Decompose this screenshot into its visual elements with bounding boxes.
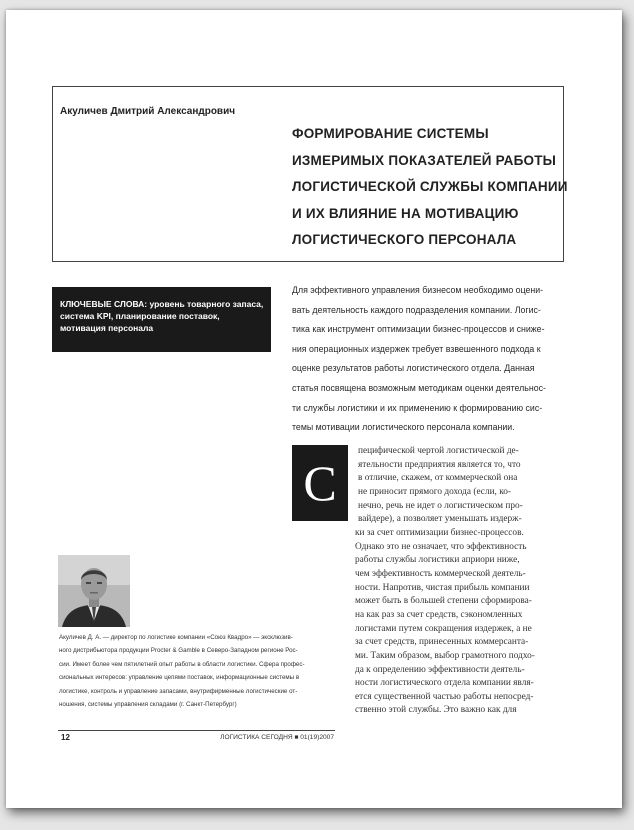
abstract-line: темы мотивации логистического персонала компании.	[292, 422, 515, 433]
abstract-line: ти службы логистики и их применению к формированию сис-	[292, 402, 543, 413]
body-line: работы службы логистики априори ниже,	[355, 555, 520, 566]
body-line: ственно этой службы. Это важно как для	[355, 705, 517, 716]
bio-line: ного дистрибьютора продукции Procter & Gamble в Северо-Западном регионе Рос-	[59, 647, 298, 655]
drop-cap: С	[292, 445, 348, 521]
title-line: ФОРМИРОВАНИЕ СИСТЕМЫ	[292, 126, 489, 141]
body-line: чем эффективность коммерческой деятель-	[355, 568, 526, 579]
body-line: не приносит прямого дохода (если, ко-	[358, 486, 511, 497]
body-line: ми. Таким образом, выбор грамотного подхо-	[355, 650, 535, 661]
keywords-box	[52, 287, 271, 352]
body-line: пецифической чертой логистической де-	[358, 446, 519, 456]
keywords-line: система KPI, планирование поставок,	[60, 311, 220, 321]
bio-line: сиональных интересов: управление цепями поставок, информационные системы в	[59, 674, 300, 682]
body-line: ности. Напротив, чистая прибыль компании	[355, 582, 530, 593]
bio-line: логистике, контроль и управление запасами, внутрифирменные логистические от-	[59, 687, 298, 695]
body-line: ятельности предприятия является то, что	[358, 459, 521, 470]
abstract-line: Для эффективного управления бизнесом необходимо оцени-	[292, 285, 544, 295]
title-line: ИЗМЕРИМЫХ ПОКАЗАТЕЛЕЙ РАБОТЫ	[292, 152, 557, 168]
body-line: Однако это не означает, что эффективность	[355, 541, 527, 552]
abstract-line: ния операционных издержек требует взвешенного подхода к	[292, 343, 541, 354]
body-line: за счет средств, принесенных коммерсанта-	[355, 637, 529, 648]
author-name: Акуличев Дмитрий Александрович	[60, 106, 236, 117]
body-line: ется существенной частью работы непосред-	[355, 691, 534, 702]
body-line: нечно, речь не идет о логистическом про-	[358, 500, 523, 511]
body-line: да к определению эффективности деятель-	[355, 664, 525, 675]
abstract-line: оценке результатов работы логистического отдела. Данная	[292, 363, 535, 374]
article-abstract	[292, 281, 568, 438]
abstract-line: вать деятельность каждого подразделения компании. Логис-	[292, 304, 541, 315]
body-line: на как раз за счет средств, сэкономленных	[355, 609, 523, 620]
body-line: ности логистического отдела компании явля-	[355, 678, 534, 689]
keywords-line: КЛЮЧЕВЫЕ СЛОВА: уровень товарного запаса,	[60, 299, 264, 309]
article-title	[292, 121, 568, 254]
article-body	[355, 445, 568, 718]
bio-line: сии. Имеет более чем пятилетний опыт работы в области логистики. Сфера профес-	[59, 660, 305, 668]
body-line: ки за счет оптимизации бизнес-процессов.	[355, 527, 524, 538]
abstract-line: тика как инструмент оптимизации бизнес-процессов и сниже-	[292, 324, 545, 335]
author-portrait-image	[58, 555, 130, 627]
page-number: 12	[61, 733, 70, 742]
title-line: ЛОГИСТИЧЕСКОГО ПЕРСОНАЛА	[292, 232, 517, 247]
abstract-line: статья посвящена возможным методикам оценки деятельнос-	[292, 382, 546, 393]
footer-rule	[58, 730, 335, 731]
body-line: может быть в большей степени сформирова-	[355, 596, 532, 607]
body-line: логистами путем сокращения издержек, а не	[355, 623, 532, 634]
title-line: И ИХ ВЛИЯНИЕ НА МОТИВАЦИЮ	[292, 205, 519, 221]
body-line: вайдере), а позволяет уменьшать издерж-	[358, 514, 522, 525]
bio-line: Акуличев Д. А. — директор по логистике компании «Союз Квадро» — эксклюзив-	[59, 634, 293, 641]
author-photo	[58, 555, 130, 627]
keywords-line: мотивация персонала	[60, 323, 154, 333]
body-line: в отличие, скажем, от коммерческой она	[358, 473, 518, 484]
author-bio	[59, 631, 305, 711]
title-line: ЛОГИСТИЧЕСКОЙ СЛУЖБЫ КОМПАНИИ	[292, 179, 568, 194]
journal-footer: ЛОГИСТИКА СЕГОДНЯ ■ 01(19)2007	[220, 734, 334, 741]
bio-line: ношения, системы управления складами (г. Санкт-Петербург)	[59, 701, 237, 709]
